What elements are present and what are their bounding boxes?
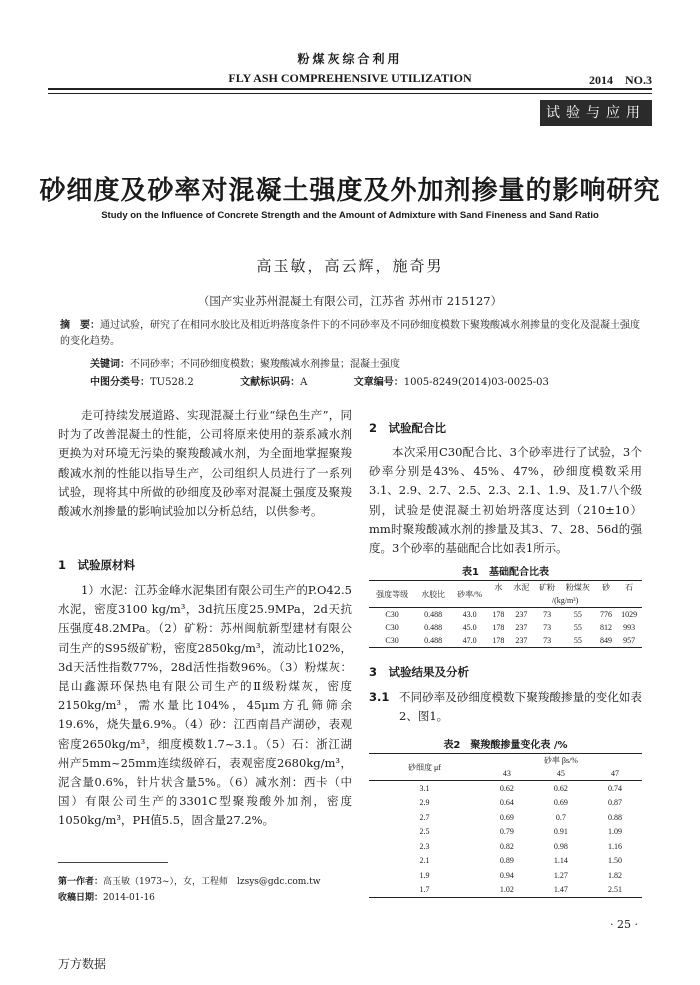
table-row <box>369 839 642 854</box>
watermark: 万方数据 <box>58 957 107 971</box>
table-cell: 55 <box>573 623 582 632</box>
table-cell: 0.62 <box>553 783 568 793</box>
table-2-column-header: 45 <box>534 767 588 781</box>
article-no-value: 1005-8249(2014)03-0025-03 <box>403 377 549 388</box>
table-1-header-row <box>369 581 642 595</box>
table-cell: 0.488 <box>424 623 443 632</box>
table-cell: 2.5 <box>419 827 430 837</box>
table-cell: 1.27 <box>553 870 568 880</box>
table-cell: 1.16 <box>607 841 622 851</box>
table-cell: 73 <box>543 623 552 632</box>
table-cell: 237 <box>515 610 528 619</box>
section-3-1-number: 3.1 <box>369 690 390 704</box>
table-row <box>369 621 642 634</box>
keywords-label: 关键词： <box>90 359 130 370</box>
mix-paragraph: 本次采用C30配合比、3个砂率进行了试验，3个砂率分别是43%、45%、47%，砂细度模数采用3.1、2.9、2.7、2.5、2.3、2.1、1.9、及1.7八个级别，试验是使混凝土初始坍落度达到（210±10）mm时聚羧酸减水剂的掺量及其3、7、28、56d的强度。3个砂率的基础配合比如表1所示。 <box>369 445 642 556</box>
received-date-label: 收稿日期： <box>58 893 104 903</box>
doc-code-label: 文献标识码： <box>240 377 301 388</box>
authors: 高玉敏，高云辉，施奇男 <box>256 257 444 275</box>
table-cell: 0.69 <box>553 798 568 808</box>
table-cell: 1.7 <box>369 883 480 898</box>
table-cell: 1.47 <box>534 883 588 898</box>
footnote-rule <box>58 862 168 863</box>
first-author-label: 第一作者： <box>58 877 104 887</box>
table-cell: 849 <box>596 634 617 648</box>
table-cell: 2.51 <box>588 883 642 898</box>
table-row <box>369 796 642 811</box>
section-1-body <box>58 581 352 831</box>
table-cell: 0.79 <box>499 827 514 837</box>
table-1-header: 粉煤灰 <box>560 581 596 595</box>
table-cell: 2.3 <box>419 841 430 851</box>
clc-value: TU528.2 <box>150 377 194 388</box>
table-cell: 0.87 <box>607 798 622 808</box>
table-cell: 1.14 <box>553 856 568 866</box>
section-2-heading: 2 试验配合比 <box>369 421 447 435</box>
table-cell: 0.488 <box>424 610 443 619</box>
table-1-caption: 表1 基础配合比表 <box>462 567 549 578</box>
section-2-body <box>369 443 642 558</box>
keywords-text: 不同砂率；不同砂细度模数；聚羧酸减水剂掺量；混凝土强度 <box>130 359 400 370</box>
table-2-header-row <box>369 754 642 768</box>
abstract <box>60 318 640 350</box>
table-2-caption: 表2 聚羧酸掺量变化表 /% <box>443 740 568 751</box>
table-row <box>369 810 642 825</box>
table-row <box>369 854 642 869</box>
table-cell: 0.98 <box>553 841 568 851</box>
abstract-text: 通过试验，研究了在相同水胶比及相近坍落度条件下的不同砂率及不同砂细度模数下聚羧酸减水剂掺量的变化及混凝土强度的变化趋势。 <box>60 320 640 347</box>
article-no-label: 文章编号： <box>353 377 404 388</box>
table-row <box>369 825 642 840</box>
journal-name-en: FLY ASH COMPREHENSIVE UTILIZATION <box>228 71 472 85</box>
section-1-heading: 1 试验原材料 <box>58 558 136 572</box>
table-cell: 45.0 <box>462 623 477 632</box>
table-1-header: 水泥 <box>509 581 535 595</box>
table-1-header: 石 <box>616 581 642 595</box>
table-cell: 73 <box>543 610 552 619</box>
received-date: 2014-01-16 <box>103 893 155 903</box>
table-cell: 55 <box>560 634 596 648</box>
table-cell: 43.0 <box>462 610 477 619</box>
table-2-column-header: 47 <box>588 767 642 781</box>
first-author-info: 高玉敏（1973~），女，工程师 lzsys@gdc.com.tw <box>103 877 321 887</box>
table-cell: 1.82 <box>607 870 622 880</box>
affiliation: （国产实业苏州混凝土有限公司，江苏省 苏州市 215127） <box>197 294 503 308</box>
table-cell: 1.50 <box>607 856 622 866</box>
classification-line <box>90 373 549 388</box>
table-cell: 0.64 <box>499 798 514 808</box>
section-3-1 <box>369 688 642 726</box>
table-cell: 55 <box>573 610 582 619</box>
table-cell: 0.91 <box>553 827 568 837</box>
table-cell: 812 <box>600 623 613 632</box>
table-1-header: 砂率/% <box>451 581 488 608</box>
table-cell: 1.9 <box>419 870 430 880</box>
journal-name-cn: 粉煤灰综合利用 <box>297 52 403 66</box>
doc-code-value: A <box>300 377 308 388</box>
table-row <box>369 781 642 796</box>
table-1-header: 强度等级 <box>369 581 415 608</box>
abstract-label: 摘 要： <box>60 320 100 331</box>
table-cell: 776 <box>600 610 613 619</box>
left-column <box>58 406 352 521</box>
header-rule <box>48 88 652 90</box>
clc-label: 中图分类号： <box>90 377 150 388</box>
table-1-header: 矿粉 <box>534 581 560 595</box>
table-cell: 237 <box>509 634 535 648</box>
section-label: 试验与应用 <box>540 100 652 126</box>
table-cell: C30 <box>385 623 399 632</box>
footnote <box>58 874 321 906</box>
article-title-cn: 砂细度及砂率对混凝土强度及外加剂掺量的影响研究 <box>39 176 661 206</box>
table-1-header: 水 <box>488 581 509 595</box>
table-cell: 3.1 <box>419 783 430 793</box>
table-1 <box>369 580 642 648</box>
table-cell: 2.1 <box>419 856 430 866</box>
table-row <box>369 868 642 883</box>
table-cell: 237 <box>515 623 528 632</box>
table-2-group-header: 砂率 βs/% <box>480 754 642 768</box>
table-cell: 0.62 <box>499 783 514 793</box>
table-cell: 0.89 <box>499 856 514 866</box>
table-cell: 0.94 <box>499 870 514 880</box>
section-3-heading: 3 试验结果及分析 <box>369 665 470 679</box>
table-1-header: 水胶比 <box>415 581 451 608</box>
table-cell: 993 <box>623 623 636 632</box>
table-cell: 47.0 <box>451 634 488 648</box>
table-cell: 0.88 <box>607 812 622 822</box>
article-title-en: Study on the Influence of Concrete Strength and the Amount of Admixture with Sand Fineness and Sand Ratio <box>101 210 599 221</box>
table-cell: 178 <box>492 623 505 632</box>
table-1-unit: /(kg/m³) <box>488 594 642 608</box>
table-cell: 0.82 <box>499 841 514 851</box>
table-2 <box>369 753 642 898</box>
table-cell: 0.7 <box>555 812 566 822</box>
issue-number: 2014 NO.3 <box>588 73 652 87</box>
page-number: · 25 · <box>610 918 638 931</box>
table-2-column-header: 43 <box>480 767 534 781</box>
table-cell: 0.488 <box>415 634 451 648</box>
table-cell: 0.69 <box>499 812 514 822</box>
table-cell: 178 <box>488 634 509 648</box>
table-row <box>369 883 642 898</box>
table-cell: 73 <box>534 634 560 648</box>
table-row <box>369 608 642 622</box>
table-cell: 1029 <box>621 610 638 619</box>
intro-paragraph: 走可持续发展道路、实现混凝土行业“绿色生产”，同时为了改善混凝土的性能，公司将原来使用的萘系减水剂更换为对环境无污染的聚羧酸减水剂，为全面地掌握聚羧酸减水剂的性能以指导生产，公司组织人员进行了一系列试验，现将其中所做的砂细度及砂率对混凝土强度及聚羧酸减水剂掺量的影响试验加以分析总结，以供参考。 <box>58 408 352 519</box>
header-rule-thin <box>48 93 652 94</box>
table-cell: 1.09 <box>607 827 622 837</box>
materials-paragraph: 1）水泥：江苏金峰水泥集团有限公司生产的P.O42.5水泥，密度3100 kg/m³，3d抗压度25.9MPa，2d天抗压强度48.2MPa。（2）矿粉：苏州闽航新型建材有限公司生产的S95级矿粉，密度2850kg/m³，流动比102%，3d天活性指数77%，28d活性指数96%。（3）粉煤灰：昆山鑫源环保热电有限公司生产的Ⅱ级粉煤灰，密度2150kg/m³，需水量比104%，45μm方孔筛筛余19.6%，烧失量6.9%。（4）砂：江西南昌产湖砂，表观密度2650kg/m³，细度模数1.7~3.1。（5）石：浙江湖州产5mm~25mm连续级碎石，表观密度2680kg/m³，泥含量0.6%，针片状含量5%。（6）减水剂：西卡（中国）有限公司生产的3301C型聚羧酸外加剂，密度1050kg/m³，PH值5.5，固含量27.2%。 <box>58 583 352 828</box>
table-cell: C30 <box>369 634 415 648</box>
section-3-1-heading: 不同砂率及砂细度模数下聚羧酸掺量的变化如表2、图1。 <box>399 690 642 724</box>
table-cell: C30 <box>385 610 399 619</box>
table-2-row-header: 砂细度 μf <box>369 754 480 781</box>
table-row <box>369 634 642 648</box>
keywords <box>90 355 400 370</box>
table-cell: 2.9 <box>419 798 430 808</box>
table-1-header: 砂 <box>596 581 617 595</box>
table-cell: 1.02 <box>480 883 534 898</box>
table-cell: 0.74 <box>607 783 622 793</box>
table-cell: 2.7 <box>419 812 430 822</box>
table-cell: 178 <box>492 610 505 619</box>
table-cell: 957 <box>616 634 642 648</box>
